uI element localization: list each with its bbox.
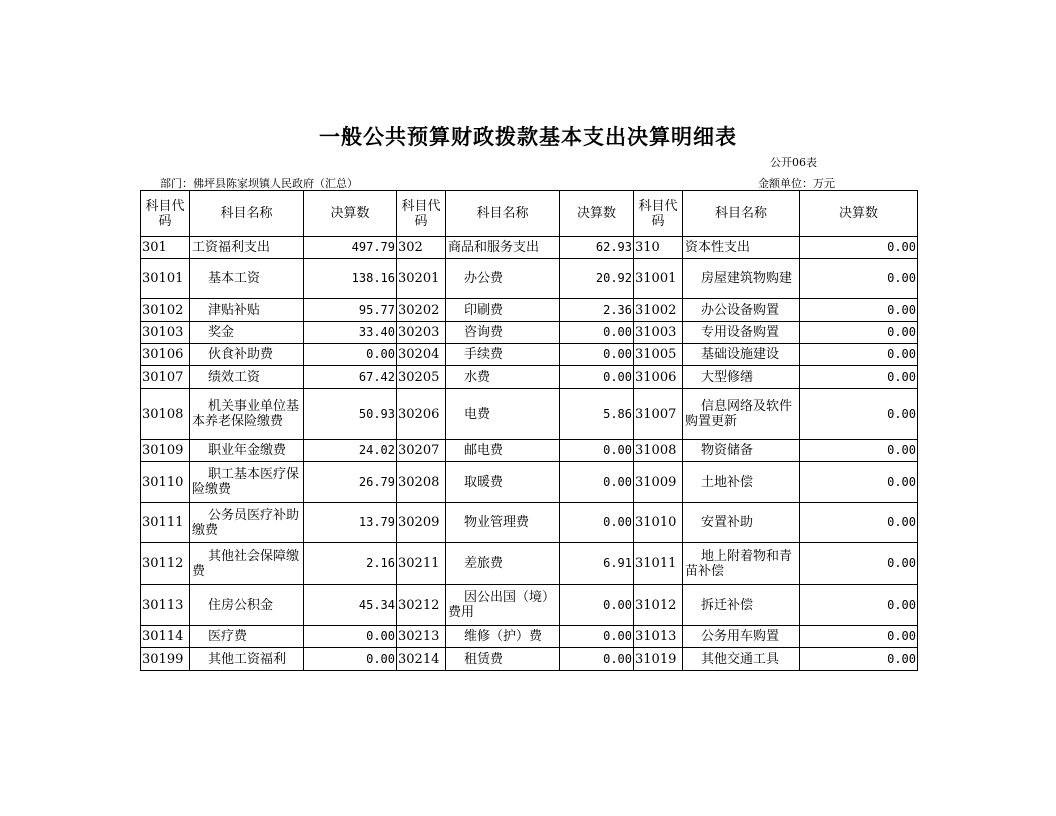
amount-cell: 497.79 [304, 237, 397, 259]
code-cell: 31009 [634, 462, 683, 503]
code-cell: 30202 [397, 299, 446, 322]
amount-cell: 20.92 [560, 259, 634, 299]
table-row [141, 259, 918, 299]
name-cell: 土地补偿 [683, 462, 800, 503]
amount-cell: 0.00 [800, 648, 918, 671]
table-row [141, 626, 918, 648]
code-cell: 31005 [634, 344, 683, 366]
name-cell: 奖金 [190, 322, 304, 344]
amount-cell: 0.00 [800, 543, 918, 585]
amount-cell: 0.00 [560, 366, 634, 389]
page-title: 一般公共预算财政拨款基本支出决算明细表 [319, 125, 737, 149]
amount-cell: 13.79 [304, 503, 397, 543]
amount-cell: 0.00 [800, 344, 918, 366]
code-cell: 30199 [141, 648, 190, 671]
name-cell: 基础设施建设 [683, 344, 800, 366]
name-cell: 专用设备购置 [683, 322, 800, 344]
amount-cell: 0.00 [800, 626, 918, 648]
code-cell: 30114 [141, 626, 190, 648]
header-name-3: 科目名称 [683, 191, 800, 237]
name-cell: 水费 [446, 366, 560, 389]
amount-cell: 0.00 [304, 626, 397, 648]
code-cell: 30213 [397, 626, 446, 648]
table-row [141, 462, 918, 503]
name-cell: 信息网络及软件购置更新 [683, 389, 800, 440]
amount-cell: 95.77 [304, 299, 397, 322]
code-cell: 30107 [141, 366, 190, 389]
amount-cell: 0.00 [800, 322, 918, 344]
code-cell: 30108 [141, 389, 190, 440]
name-cell: 职工基本医疗保险缴费 [190, 462, 304, 503]
name-cell: 邮电费 [446, 440, 560, 462]
code-cell: 30106 [141, 344, 190, 366]
name-cell: 资本性支出 [683, 237, 800, 259]
code-cell: 30205 [397, 366, 446, 389]
expenditure-table [140, 190, 918, 671]
name-cell: 基本工资 [190, 259, 304, 299]
name-cell: 住房公积金 [190, 585, 304, 626]
code-cell: 31006 [634, 366, 683, 389]
name-cell: 电费 [446, 389, 560, 440]
amount-cell: 0.00 [304, 648, 397, 671]
amount-cell: 0.00 [800, 389, 918, 440]
code-cell: 30207 [397, 440, 446, 462]
code-cell: 31010 [634, 503, 683, 543]
name-cell: 物资储备 [683, 440, 800, 462]
code-cell: 310 [634, 237, 683, 259]
code-cell: 31019 [634, 648, 683, 671]
name-cell: 物业管理费 [446, 503, 560, 543]
code-cell: 31013 [634, 626, 683, 648]
code-cell: 31001 [634, 259, 683, 299]
name-cell: 手续费 [446, 344, 560, 366]
form-number: 公开06表 [770, 156, 817, 169]
code-cell: 30201 [397, 259, 446, 299]
name-cell: 维修（护）费 [446, 626, 560, 648]
code-cell: 30101 [141, 259, 190, 299]
amount-cell: 0.00 [560, 462, 634, 503]
code-cell: 302 [397, 237, 446, 259]
code-cell: 301 [141, 237, 190, 259]
name-cell: 伙食补助费 [190, 344, 304, 366]
name-cell: 机关事业单位基本养老保险缴费 [190, 389, 304, 440]
table-row [141, 322, 918, 344]
header-code-1: 科目代码 [141, 191, 190, 237]
name-cell: 办公费 [446, 259, 560, 299]
department-label: 部门：佛坪县陈家坝镇人民政府（汇总） [160, 177, 358, 190]
code-cell: 30113 [141, 585, 190, 626]
table-row [141, 585, 918, 626]
name-cell: 拆迁补偿 [683, 585, 800, 626]
code-cell: 30102 [141, 299, 190, 322]
header-amount-3: 决算数 [800, 191, 918, 237]
name-cell: 办公设备购置 [683, 299, 800, 322]
code-cell: 30211 [397, 543, 446, 585]
name-cell: 大型修缮 [683, 366, 800, 389]
header-name-1: 科目名称 [190, 191, 304, 237]
code-cell: 31012 [634, 585, 683, 626]
table-row [141, 237, 918, 259]
code-cell: 30109 [141, 440, 190, 462]
name-cell: 公务员医疗补助缴费 [190, 503, 304, 543]
amount-cell: 0.00 [800, 366, 918, 389]
amount-cell: 6.91 [560, 543, 634, 585]
name-cell: 房屋建筑物购建 [683, 259, 800, 299]
table-row [141, 543, 918, 585]
name-cell: 职业年金缴费 [190, 440, 304, 462]
amount-cell: 0.00 [560, 322, 634, 344]
amount-cell: 0.00 [560, 503, 634, 543]
name-cell: 医疗费 [190, 626, 304, 648]
code-cell: 31002 [634, 299, 683, 322]
header-name-2: 科目名称 [446, 191, 560, 237]
code-cell: 31007 [634, 389, 683, 440]
header-code-2: 科目代码 [397, 191, 446, 237]
amount-cell: 0.00 [800, 585, 918, 626]
table-row [141, 366, 918, 389]
code-cell: 30206 [397, 389, 446, 440]
table-row [141, 299, 918, 322]
amount-cell: 24.02 [304, 440, 397, 462]
name-cell: 绩效工资 [190, 366, 304, 389]
name-cell: 工资福利支出 [190, 237, 304, 259]
amount-cell: 26.79 [304, 462, 397, 503]
code-cell: 31008 [634, 440, 683, 462]
code-cell: 30204 [397, 344, 446, 366]
amount-cell: 0.00 [800, 503, 918, 543]
header-amount-1: 决算数 [304, 191, 397, 237]
name-cell: 取暖费 [446, 462, 560, 503]
table-row [141, 648, 918, 671]
amount-cell: 5.86 [560, 389, 634, 440]
amount-cell: 0.00 [800, 259, 918, 299]
name-cell: 其他社会保障缴费 [190, 543, 304, 585]
code-cell: 30110 [141, 462, 190, 503]
table-row [141, 440, 918, 462]
amount-cell: 45.34 [304, 585, 397, 626]
code-cell: 30112 [141, 543, 190, 585]
amount-cell: 0.00 [800, 237, 918, 259]
code-cell: 30103 [141, 322, 190, 344]
name-cell: 其他交通工具 [683, 648, 800, 671]
table-row [141, 389, 918, 440]
amount-unit-label: 金额单位：万元 [758, 177, 835, 190]
name-cell: 因公出国（境）费用 [446, 585, 560, 626]
name-cell: 咨询费 [446, 322, 560, 344]
header-code-3: 科目代码 [634, 191, 683, 237]
name-cell: 印刷费 [446, 299, 560, 322]
amount-cell: 50.93 [304, 389, 397, 440]
amount-cell: 0.00 [560, 648, 634, 671]
header-amount-2: 决算数 [560, 191, 634, 237]
code-cell: 30203 [397, 322, 446, 344]
code-cell: 30209 [397, 503, 446, 543]
amount-cell: 0.00 [560, 440, 634, 462]
name-cell: 商品和服务支出 [446, 237, 560, 259]
code-cell: 31011 [634, 543, 683, 585]
name-cell: 公务用车购置 [683, 626, 800, 648]
amount-cell: 2.16 [304, 543, 397, 585]
name-cell: 其他工资福利 [190, 648, 304, 671]
amount-cell: 138.16 [304, 259, 397, 299]
table-row [141, 503, 918, 543]
amount-cell: 2.36 [560, 299, 634, 322]
table-header-row [141, 191, 918, 237]
code-cell: 30212 [397, 585, 446, 626]
name-cell: 差旅费 [446, 543, 560, 585]
amount-cell: 0.00 [304, 344, 397, 366]
amount-cell: 0.00 [800, 462, 918, 503]
amount-cell: 62.93 [560, 237, 634, 259]
name-cell: 地上附着物和青苗补偿 [683, 543, 800, 585]
amount-cell: 0.00 [800, 440, 918, 462]
amount-cell: 0.00 [560, 585, 634, 626]
name-cell: 租赁费 [446, 648, 560, 671]
amount-cell: 33.40 [304, 322, 397, 344]
code-cell: 30208 [397, 462, 446, 503]
amount-cell: 0.00 [560, 344, 634, 366]
amount-cell: 67.42 [304, 366, 397, 389]
code-cell: 30214 [397, 648, 446, 671]
amount-cell: 0.00 [560, 626, 634, 648]
name-cell: 津贴补贴 [190, 299, 304, 322]
name-cell: 安置补助 [683, 503, 800, 543]
code-cell: 31003 [634, 322, 683, 344]
code-cell: 30111 [141, 503, 190, 543]
amount-cell: 0.00 [800, 299, 918, 322]
table-row [141, 344, 918, 366]
